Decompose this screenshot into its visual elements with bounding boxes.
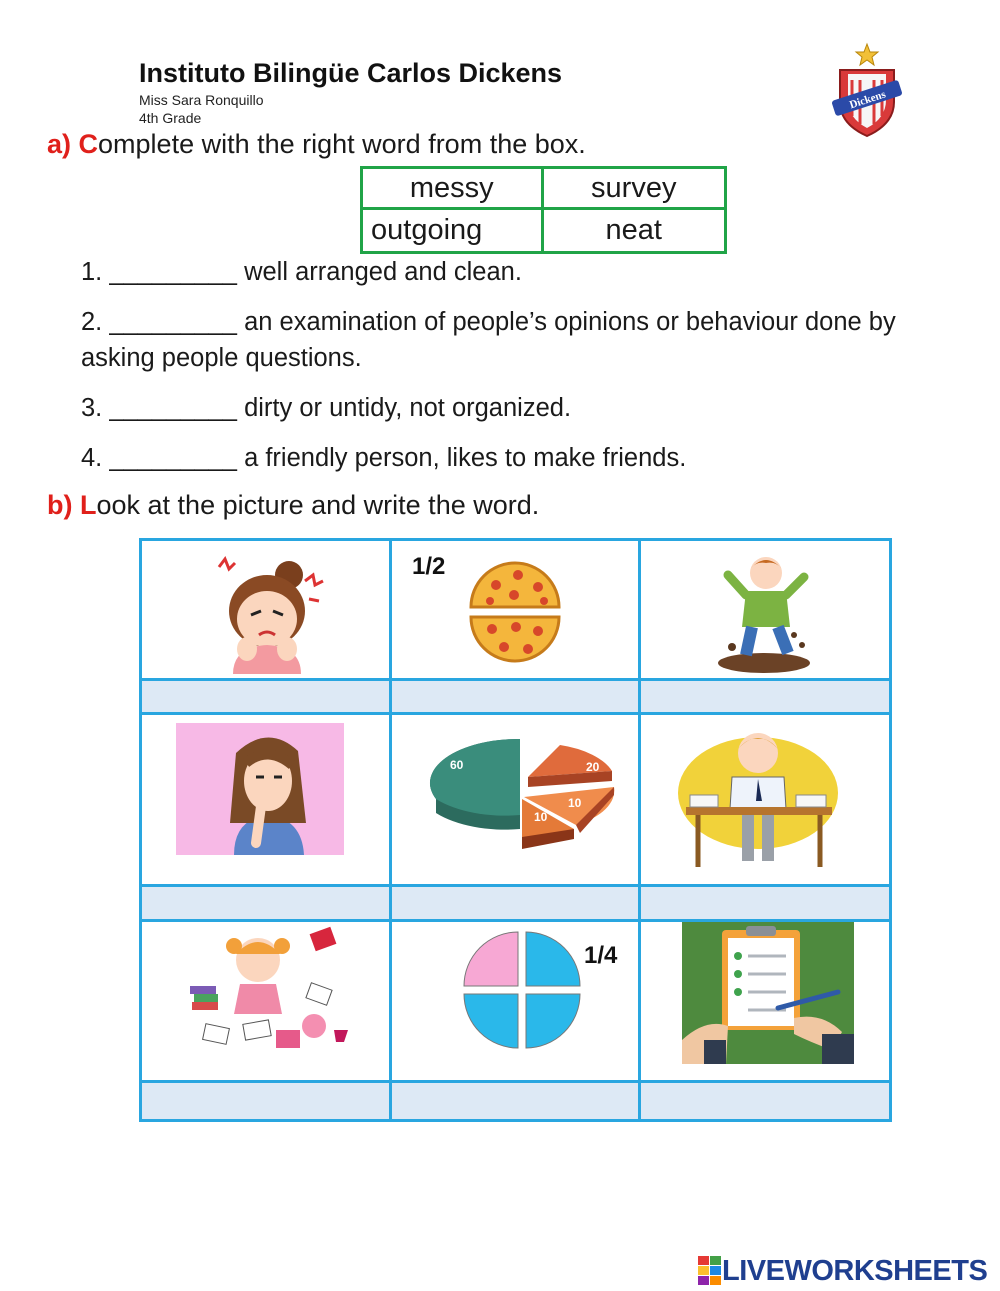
question-3: 3. _________ dirty or untidy, not organized. xyxy=(81,394,572,422)
clipboard-survey-image xyxy=(682,922,854,1064)
messy-girl-image xyxy=(184,926,359,1056)
footer-brand-text: LIVEWORKSHEETS xyxy=(722,1254,988,1287)
answer-box[interactable] xyxy=(641,681,889,715)
section-a-first-letter: C xyxy=(78,129,99,159)
fraction-quarter-label: 1/4 xyxy=(584,942,618,969)
word-outgoing: outgoing xyxy=(363,210,544,251)
word-box xyxy=(360,166,727,254)
picture-cell-pie-chart xyxy=(392,715,641,887)
word-messy: messy xyxy=(363,169,544,210)
question-1: 1. _________ well arranged and clean. xyxy=(81,258,522,286)
answer-box[interactable] xyxy=(641,1083,889,1119)
picture-cell-quiet-girl xyxy=(142,715,392,887)
grade-label: 4th Grade xyxy=(139,110,202,126)
word-survey: survey xyxy=(544,169,725,210)
section-a-text: omplete with the right word from the box. xyxy=(98,129,586,159)
answer-box[interactable] xyxy=(142,1083,392,1119)
half-pizza-image xyxy=(466,555,564,673)
instruction-b xyxy=(47,490,539,521)
footer-brand xyxy=(698,1256,987,1286)
question-4: 4. _________ a friendly person, likes to make friends. xyxy=(81,444,687,472)
answer-box[interactable] xyxy=(392,887,641,922)
muddy-boy-image xyxy=(706,551,826,676)
section-b-first-letter: L xyxy=(80,490,97,520)
teacher-name: Miss Sara Ronquillo xyxy=(139,92,264,108)
liveworksheets-logo-icon xyxy=(698,1256,722,1286)
pie-label-60: 60 xyxy=(450,758,464,772)
quarter-circle-image xyxy=(462,930,582,1050)
picture-cell-muddy-boy xyxy=(641,541,889,681)
section-b-label: b) xyxy=(47,490,73,520)
pie-chart-image xyxy=(428,737,618,857)
section-a-label: a) xyxy=(47,129,72,159)
logo-text: Dickens xyxy=(848,88,888,112)
answer-box[interactable] xyxy=(392,681,641,715)
question-2: 2. _________ an examination of people’s opinions or behaviour done by asking people questions. xyxy=(81,308,896,372)
fraction-half-label: 1/2 xyxy=(412,553,446,580)
answer-box[interactable] xyxy=(641,887,889,922)
picture-cell-angry-girl xyxy=(142,541,392,681)
answer-box[interactable] xyxy=(392,1083,641,1119)
picture-cell-clipboard-survey xyxy=(641,922,889,1083)
pie-label-20: 20 xyxy=(586,760,600,774)
word-neat: neat xyxy=(605,214,662,246)
school-title: Instituto Bilingüe Carlos Dickens xyxy=(139,58,563,88)
angry-girl-image xyxy=(197,549,337,674)
section-b-text: ook at the picture and write the word. xyxy=(96,490,540,520)
desk-boy-image xyxy=(676,723,841,873)
instruction-a xyxy=(47,129,586,160)
picture-cell-desk-boy xyxy=(641,715,889,887)
pie-label-10a: 10 xyxy=(568,796,582,810)
pie-label-10b: 10 xyxy=(534,810,548,824)
answer-box[interactable] xyxy=(142,887,392,922)
school-logo xyxy=(828,40,906,140)
quiet-girl-image xyxy=(176,723,344,855)
picture-cell-quarter-circle xyxy=(392,922,641,1083)
picture-cell-messy-girl xyxy=(142,922,392,1083)
picture-grid xyxy=(139,538,892,1122)
answer-box[interactable] xyxy=(142,681,392,715)
picture-cell-half-pizza xyxy=(392,541,641,681)
